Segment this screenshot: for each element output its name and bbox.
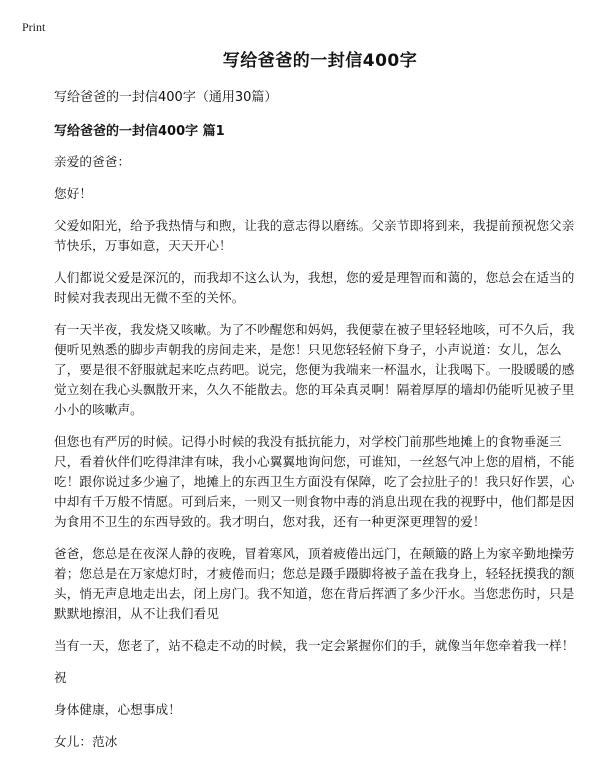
section-heading: 写给爸爸的一封信400字 篇1 (54, 124, 225, 139)
print-link[interactable]: Print (22, 20, 46, 34)
paragraph: 但您也有严厉的时候。记得小时候的我没有抵抗能力，对学校门前那些地摊上的食物垂涎三尺，看着伙伴们吃得津津有味，我小心翼翼地询问您，可谁知，一丝怒气冲上您的眉梢，不能吃！跟你说过多少遍了，地摊上的东西卫生方面没有保障，吃了会拉肚子的！我只好作罢，心中却有千万般不情愿。可到后来，一则又一则食物中毒的消息出现在我的视野中，他们都是因为食用不卫生的东西导致的。我才明白，您对我，还有一种更深更理智的爱！ (54, 434, 575, 529)
greeting: 亲爱的爸爸： (54, 154, 131, 169)
paragraph: 人们都说父爱是深沉的，而我却不这么认为，我想，您的爱是理智而和蔼的，您总会在适当的时候对我表现出无微不至的关怀。 (54, 270, 575, 305)
paragraph: 当有一天，您老了，站不稳走不动的时候，我一定会紧握你们的手，就像当年您牵着我一样！ (54, 638, 575, 653)
document-subtitle: 写给爸爸的一封信400字（通用30篇） (54, 90, 278, 105)
closing-wish: 祝 (54, 670, 67, 685)
paragraph: 爸爸，您总是在夜深人静的夜晚，冒着寒风，顶着疲倦出远门，在颠簸的路上为家辛勤地操劳着；您总是在万家熄灯时，才疲倦而归；您总是蹑手蹑脚将被子盖在我身上，轻轻抚摸我的额头，悄无声息地走出去，闭上房门。我不知道，您在背后挥洒了多少汗水。当您悲伤时，只是默默地擦泪，从不让我们看见 (54, 546, 575, 621)
paragraph: 有一天半夜，我发烧又咳嗽。为了不吵醒您和妈妈，我便蒙在被子里轻轻地咳，可不久后，我便听见熟悉的脚步声朝我的房间走来，是您！只见您轻轻俯下身子，小声说道：女儿，怎么了，要是很不舒服就起来吃点药吧。说完，您便为我端来一杯温水，让我喝下。一股暖暖的感觉立刻在我心头飘散开来，久久不能散去。您的耳朵真灵啊！隔着厚厚的墙却仍能听见被子里小小的咳嗽声。 (54, 322, 575, 417)
paragraph: 父爱如阳光，给予我热情与和煦，让我的意志得以磨练。父亲节即将到来，我提前预祝您父亲节快乐，万事如意，天天开心！ (54, 218, 575, 253)
signature: 女儿：范冰 (54, 734, 118, 749)
salutation: 您好！ (54, 186, 93, 201)
document-body (54, 48, 586, 764)
closing-line: 身体健康，心想事成！ (54, 702, 181, 717)
page-title: 写给爸爸的一封信400字 (222, 51, 418, 71)
